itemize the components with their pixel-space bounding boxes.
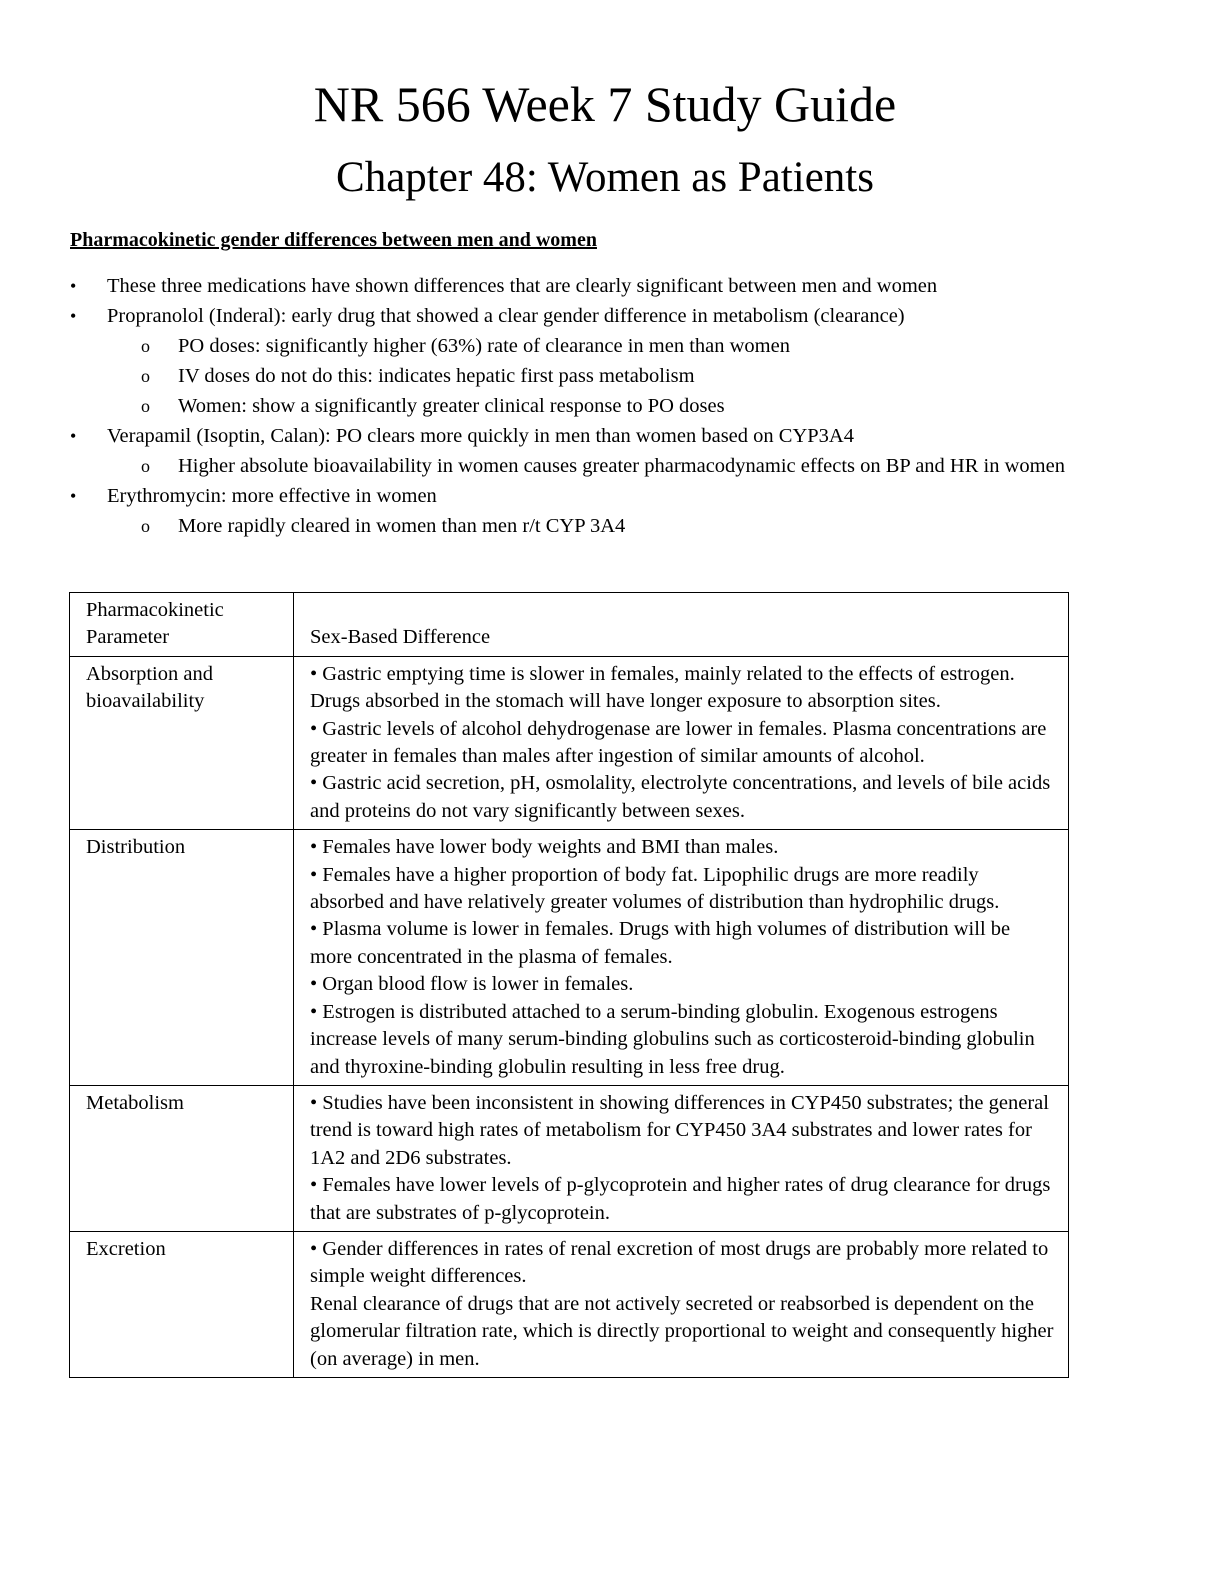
list-item-text: More rapidly cleared in women than men r/t CYP 3A4 xyxy=(178,515,626,537)
difference-line: • Females have a higher proportion of body fat. Lipophilic drugs are more readily absorbed and have relatively greater volumes of distribution than hydrophilic drugs. xyxy=(310,863,1000,914)
bullet-marker: • xyxy=(70,306,77,326)
difference-cell xyxy=(294,830,1069,1086)
bullet-list xyxy=(0,271,1150,541)
list-item-text: IV doses do not do this: indicates hepatic first pass metabolism xyxy=(178,365,695,387)
list-item-text: These three medications have shown differences that are clearly significant between men and women xyxy=(107,275,938,297)
parameter-cell: Absorption and bioavailability xyxy=(70,656,294,829)
difference-line: Renal clearance of drugs that are not actively secreted or reabsorbed is dependent on the glomerular filtration rate, which is directly proportional to weight and consequently higher (on average) in men. xyxy=(310,1292,1054,1370)
table-body xyxy=(70,656,1069,1377)
difference-line: • Estrogen is distributed attached to a serum-binding globulin. Exogenous estrogens increase levels of many serum-binding globulins such as corticosteroid-binding globulin and thyroxine-binding globulin resulting in less free drug. xyxy=(310,1000,1035,1078)
table-row xyxy=(70,656,1069,829)
difference-cell xyxy=(294,656,1069,829)
list-item xyxy=(0,331,1150,361)
list-item-text: Women: show a significantly greater clinical response to PO doses xyxy=(178,395,725,417)
list-item xyxy=(0,481,1150,511)
table-header-difference: Sex-Based Difference xyxy=(294,593,1069,657)
list-item xyxy=(0,271,1150,301)
difference-line: • Organ blood flow is lower in females. xyxy=(310,973,634,996)
difference-cell xyxy=(294,1231,1069,1377)
table-row xyxy=(70,1085,1069,1231)
sub-bullet-marker: o xyxy=(141,366,150,386)
difference-line: • Gastric acid secretion, pH, osmolality, electrolyte concentrations, and levels of bile acids and proteins do not vary significantly between sexes. xyxy=(310,772,1051,822)
bullet-marker: • xyxy=(70,426,77,446)
sub-bullet-marker: o xyxy=(141,396,150,416)
document-title: NR 566 Week 7 Study Guide xyxy=(313,76,897,132)
difference-line: • Plasma volume is lower in females. Drugs with high volumes of distribution will be more concentrated in the plasma of females. xyxy=(310,918,1011,968)
parameter-cell: Metabolism xyxy=(70,1085,294,1231)
list-item-text: Higher absolute bioavailability in women causes greater pharmacodynamic effects on BP and HR in women xyxy=(178,455,1065,477)
difference-line: • Gender differences in rates of renal excretion of most drugs are probably more related to simple weight differences. xyxy=(310,1237,1049,1288)
list-item xyxy=(0,391,1150,421)
difference-line: • Females have lower levels of p-glycoprotein and higher rates of drug clearance for drugs that are substrates of p-glycoprotein. xyxy=(310,1174,1051,1224)
table-row xyxy=(70,1231,1069,1377)
table-header-parameter: Pharmacokinetic Parameter xyxy=(70,593,294,657)
list-item-text: Erythromycin: more effective in women xyxy=(107,485,437,507)
list-item xyxy=(0,361,1150,391)
pharmacokinetic-table xyxy=(69,592,1069,1378)
difference-line: • Gastric levels of alcohol dehydrogenase are lower in females. Plasma concentrations are greater in females than males after ingestion of similar amounts of alcohol. xyxy=(310,717,1047,768)
parameter-cell: Excretion xyxy=(70,1231,294,1377)
bullet-marker: • xyxy=(70,486,77,506)
bullet-marker: • xyxy=(70,276,77,296)
difference-line: • Gastric emptying time is slower in females, mainly related to the effects of estrogen. Drugs absorbed in the stomach will have longer exposure to absorption sites. xyxy=(310,662,1015,713)
list-item-text: Verapamil (Isoptin, Calan): PO clears more quickly in men than women based on CYP3A4 xyxy=(107,425,854,447)
parameter-cell: Distribution xyxy=(70,830,294,1086)
difference-line: • Females have lower body weights and BMI than males. xyxy=(310,836,779,859)
list-item xyxy=(0,511,1150,541)
list-item-text: Propranolol (Inderal): early drug that showed a clear gender difference in metabolism (clearance) xyxy=(107,305,905,327)
list-item xyxy=(0,451,1150,481)
difference-line: • Studies have been inconsistent in showing differences in CYP450 substrates; the general trend is toward high rates of metabolism for CYP450 3A4 substrates and lower rates for 1A2 and 2D6 substrates. xyxy=(310,1091,1049,1169)
difference-cell xyxy=(294,1085,1069,1231)
sub-bullet-marker: o xyxy=(141,516,150,536)
sub-bullet-marker: o xyxy=(141,456,150,476)
list-item xyxy=(0,301,1150,331)
sub-bullet-marker: o xyxy=(141,336,150,356)
table-header-row xyxy=(70,593,1069,657)
list-item-text: PO doses: significantly higher (63%) rate of clearance in men than women xyxy=(178,335,790,357)
table-row xyxy=(70,830,1069,1086)
section-heading: Pharmacokinetic gender differences between men and women xyxy=(70,229,597,251)
chapter-title: Chapter 48: Women as Patients xyxy=(336,154,874,201)
list-item xyxy=(0,421,1150,451)
